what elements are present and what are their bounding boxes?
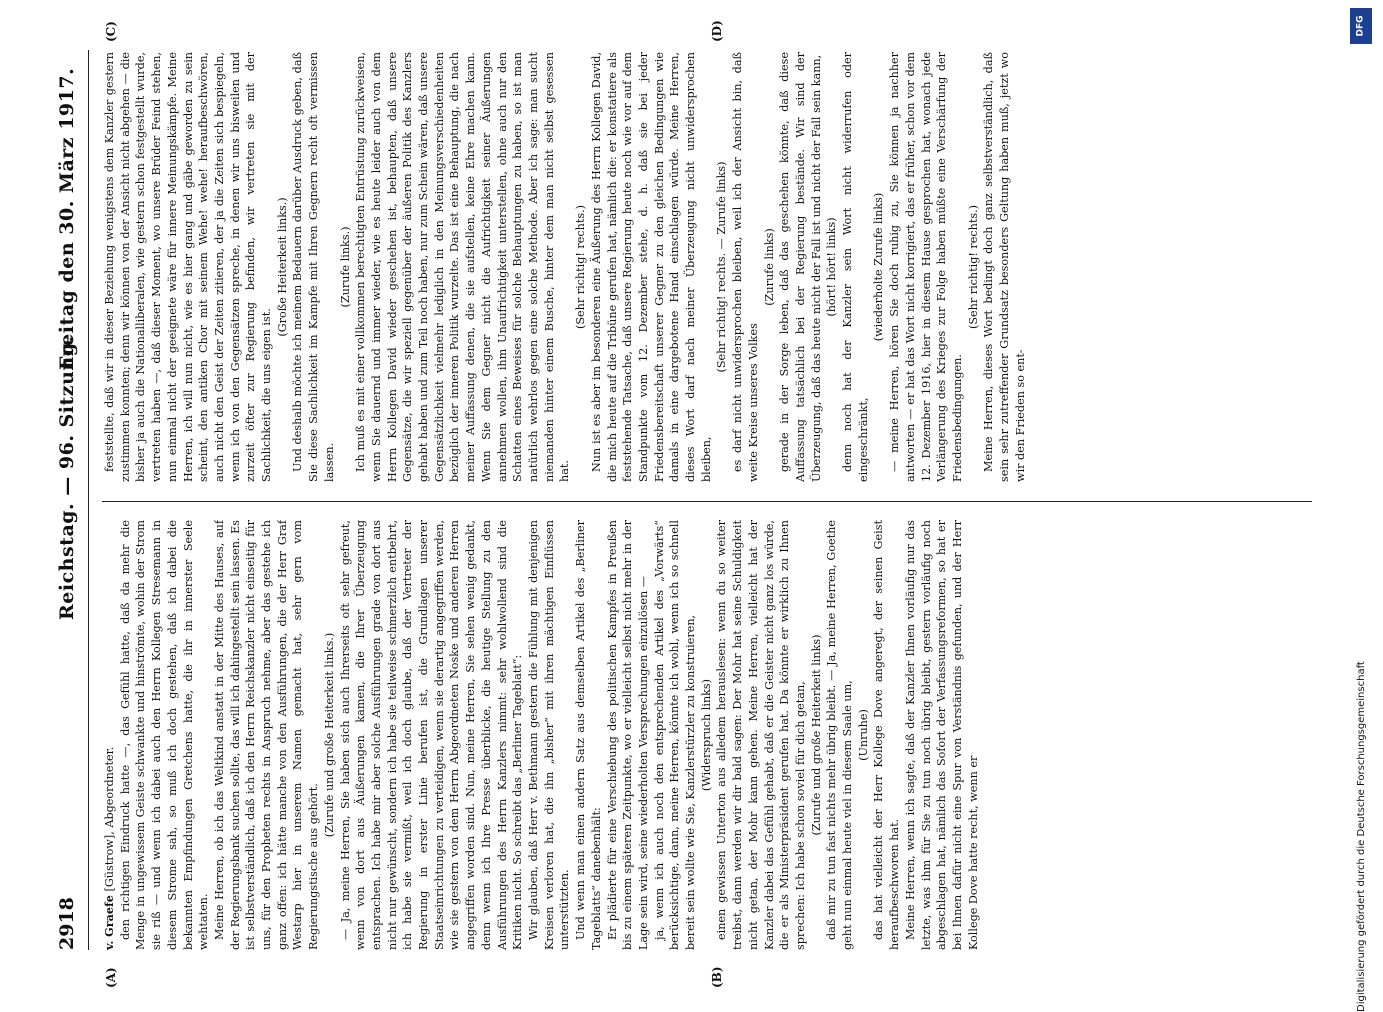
left-paragraph: Er plädierte für eine Verschiebung des politischen Kampfes in Preußen bis zu einem späteren Zeitpunkte, wo er vielleicht selbst nicht mehr in der Lage sein wird, seine wiederholten Versprechungen einzulösen — (605, 520, 650, 950)
left-paragraph: Meine Herren, wenn ich sagte, daß der Kanzler Ihnen vorläufig nur das letzte, was ihm für Sie zu tun noch übrig bleibt, gestern vorläufig noch abgeschlagen hat, nämlich das Sofort der Verfassungsreformen, so hat er bei Ihnen dafür nicht eine Spur von Verständnis gefunden, und der Herr Kollege Dove hatte recht, wenn er (903, 520, 980, 950)
page-number: 2918 (56, 897, 78, 950)
digitization-sidebar (1350, 8, 1380, 1012)
right-column (102, 52, 1312, 482)
right-paragraph: (Zurufe links) (762, 228, 776, 306)
speaker-name: v. Graefe (102, 895, 116, 950)
right-paragraph: (Sehr richtig! rechts.) (574, 204, 588, 330)
speaker-line (102, 520, 118, 950)
left-paragraph: (Zurufe und große Heiterkeit links) (809, 634, 823, 836)
left-paragraph: den richtigen Eindruck hatte —, das Gefühl hatte, daß da mehr die Menge in ungewissem Geiste schwankte und hinströmte, wohin der Strom sie riß — und wenn ich dabei auch den Herrn Kollegen Stresemann in diesem Strome sah, so muß ich doch gestehen, daß ich dabei die bekannten Empfindungen Gretchens hatte, die ihr in innerster Seele wehtaten. (118, 520, 211, 950)
session-title: Reichstag. — 96. Sitzung. (56, 335, 78, 620)
right-paragraph: denn noch hat der Kanzler sein Wort nicht widerrufen oder eingeschränkt, (841, 52, 870, 482)
left-paragraph: (Unruhe) (856, 709, 870, 761)
session-date: Freitag den 30. März 1917. (56, 67, 78, 370)
right-paragraph: (Sehr richtig! rechts. — Zurufe links) (715, 161, 729, 373)
right-paragraph: (Zurufe links.) (338, 226, 352, 308)
right-paragraph: — meine Herren, hören Sie doch ruhig zu, Sie können ja nachher antworten — er hat das Wort nicht korrigiert, das er früher, schon vor dem 12. Dezember 1916, hier in diesem Hause gesprochen hat, wonach jede Verlängerung des Krieges zur Folge haben müßte eine Verschärfung der Friedensbedingungen. (888, 52, 964, 482)
left-paragraph: einen gewissen Unterton aus alledem herauslesen: wenn du so weiter treibst, dann werden wir dir bald sagen: Der Mohr hat seine Schuldigkeit nicht getan, der Mohr kann gehen. Meine Herren, vielleicht hat der Kanzler dabei das Gefühl gehabt, daß er die Geister nicht ganz los würde, die er als Ministerpräsident gerufen hat. Da könnte er wirklich zu Ihnen sprechen: Ich habe schon soviel für dich getan, (715, 520, 807, 950)
left-paragraph: Wir glauben, daß Herr v. Bethmann gestern die Fühlung mit denjenigen Kreisen verloren hat, die ihn „bisher“ mit ihren mächtigen Einflüssen unterstützten. (526, 520, 572, 950)
right-paragraph: Und deshalb möchte ich meinem Bedauern darüber Ausdruck geben, daß Sie diese Sachlichkeit im Kampfe mit Ihren Gegnern recht oft vermissen lassen. (291, 52, 336, 482)
right-paragraph: (hört! hört! links) (825, 217, 839, 317)
margin-marker-a: (A) (104, 967, 118, 988)
right-paragraph: Ich muß es mit einer vollkommen berechtigten Entrüstung zurückweisen, wenn Sie dauernd und immer wieder, wie es heute leider auch von dem Herrn Kollegen David wieder geschehen ist, behaupten, daß unsere Gegensätze, die wir speziell gegenüber der äußeren Politik des Kanzlers gehabt haben und zum Teil noch haben, nur zum Schein wären, daß unsere Gegensätzlichkeit vielmehr lediglich in den Meinungsverschiedenheiten bezüglich der inneren Politik wurzelte. Das ist eine Behauptung, die nach meiner Auffassung denen, die sie aufstellen, keine Ehre machen kann. Wenn Sie dem Gegner nicht die Aufrichtigkeit seiner Äußerungen annehmen wollen, ihm Unaufrichtigkeit unterstellen, ohne auch nur den Schatten eines Beweises für solche Behauptungen zu haben, so ist man natürlich wehrlos gegen eine solche Methode. Aber ich sage: man sucht niemanden hinter einem Busche, hinter dem man nicht selbst gesessen hat. (354, 52, 572, 482)
left-paragraph: das hat vielleicht der Herr Kollege Dove angeregt, der seinen Geist heraufbeschworen hat. (872, 520, 902, 950)
margin-marker-c: (C) (104, 21, 118, 42)
left-paragraph: ja, wenn ich auch noch den entsprechenden Artikel des „Vorwärts“ berücksichtige, dann, meine Herren, könnte ich wohl, wenn ich so schnell bereit sein wollte wie Sie, Kanzlerstürzler zu konstruieren, (652, 520, 698, 950)
column-divider (102, 501, 1312, 502)
right-paragraph: gerade in der Sorge leben, daß das geschehen könnte, daß diese Auffassung tatsächlich bei der Regierung bestände. Wir sind der Überzeugung, daß das heute nicht der Fall ist und nicht der Fall sein kann, (778, 52, 823, 482)
right-paragraph: Meine Herren, dieses Wort bedingt doch ganz selbstverständlich, daß sein sehr zutreffender Grundsatz besonders Geltung haben muß, jetzt wo wir den Frieden so ent- (982, 52, 1027, 482)
left-paragraph: daß mir zu tun fast nichts mehr übrig bleibt. — Ja, meine Herren, Goethe geht nun einmal heute viel in diesem Saale um, (825, 520, 855, 950)
left-column (102, 520, 1312, 950)
header-rule (88, 50, 89, 950)
right-paragraph: (Große Heiterkeit links.) (275, 197, 289, 337)
left-paragraph: (Zurufe und große Heiterkeit links.) (322, 632, 336, 838)
right-paragraph: feststellte, daß wir in dieser Beziehung wenigstens dem Kanzler gestern zustimmen konnten; denn wir können von der Ansicht nicht abgehen — die bisher ja auch die Nationalliberalen, wie gestern schon festgestellt wurde, vertreten haben —, daß dieser Moment, wo unsere Brüder Feind stehen, nun einmal nicht der geeignete wäre für innere Meinungskämpfe. Meine Herren, ich will nun nicht, wie es hier gang und gäbe geworden zu sein scheint, den antiken Chor mit seinem Wehe! wehe! heraufbeschwören, auch nicht den Geist der Zeiten zitieren, der ja die Zeiten sich bespiegeln, wenn ich von den Gegensätzen spreche, in denen wir uns bisweilen und zurzeit öfter zur Regierung befinden, wir vertreten sie mit der Sachlichkeit, die uns eigen ist. (103, 52, 274, 482)
right-paragraph: es darf nicht unwidersprochen bleiben, weil ich der Ansicht bin, daß weite Kreise unseres Volkes (731, 52, 760, 482)
right-paragraph: Nun ist es aber im besonderen eine Äußerung des Herrn Kollegen David, die mich heute auf die Tribüne gerufen hat, nämlich die: er konstatiere als feststehende Tatsache, daß unsere Regierung heute noch wie vor auf dem Standpunkte vom 12. Dezember stehe, d. h. daß sie bei jeder Friedensbereitschaft unserer Gegner zu den gleichen Bedingungen wie damals in eine dargebotene Hand einschlagen würde. Meine Herren, dieses Wort darf nach meiner Überzeugung nicht unwidersprochen bleiben, (589, 52, 713, 482)
left-paragraph: — Ja, meine Herren, Sie haben sich auch Ihrerseits oft sehr gefreut, wenn von dort aus Äußerungen kamen, die Ihrer Überzeugung entsprachen. Ich habe mir aber solche Ausführungen grade von dort aus nicht nur gewünscht, sondern ich habe sie teilweise schmerzlich entbehrt, ich habe sie vermißt, weil ich doch glaube, daß der Vertreter der Regierung in erster Linie berufen ist, die Grundlagen unserer Staatseinrichtungen zu verteidigen, wenn sie derartig angegriffen werden, wie sie gestern von dem Herrn Abgeordneten Noske und anderen Herren angegriffen worden sind. Nun, meine Herren, Sie sehen wenig gedankt, denn wenn ich Ihre Presse überblicke, die heutige Stellung zu den Ausführungen des Herrn Kanzlers nimmt: sehr wohlwollend sind die Kritiken nicht. So schreibt das „Berliner Tageblatt“: (338, 520, 525, 950)
left-paragraph: Meine Herren, ob ich das Weltkind anstatt in der Mitte des Hauses, auf der Regierungsbank suchen sollte, das will ich dahingestellt sein lassen. Es ist selbstverständlich, daß ich den Herrn Reichskanzler nicht einseitig für uns, für den Propheten rechts in Anspruch nehme, aber das gestehe ich ganz offen: ich hätte manche von den Ausführungen, die der Herr Graf Westarp hier in unserem Namen gemacht hat, sehr gern vom Regierungstische aus gehört. (212, 520, 321, 950)
dfg-credit: Digitalisierung gefördert durch die Deutsche Forschungsgemeinschaft (1356, 661, 1367, 1012)
margin-marker-d: (D) (710, 20, 724, 42)
page-header (56, 50, 84, 950)
right-paragraph: (wiederholte Zurufe links) (872, 192, 886, 342)
dfg-logo: DFG (1350, 8, 1372, 44)
left-paragraph: (Widerspruch links) (699, 678, 713, 792)
left-paragraph: Und wenn man einen andern Satz aus demselben Artikel des „Berliner Tageblatts“ danebenhält: (574, 520, 603, 950)
margin-marker-b: (B) (710, 966, 724, 988)
right-paragraph: (Sehr richtig! rechts.) (966, 204, 980, 330)
speaker-note: [Güstrow], Abgeordneter. (103, 746, 116, 892)
